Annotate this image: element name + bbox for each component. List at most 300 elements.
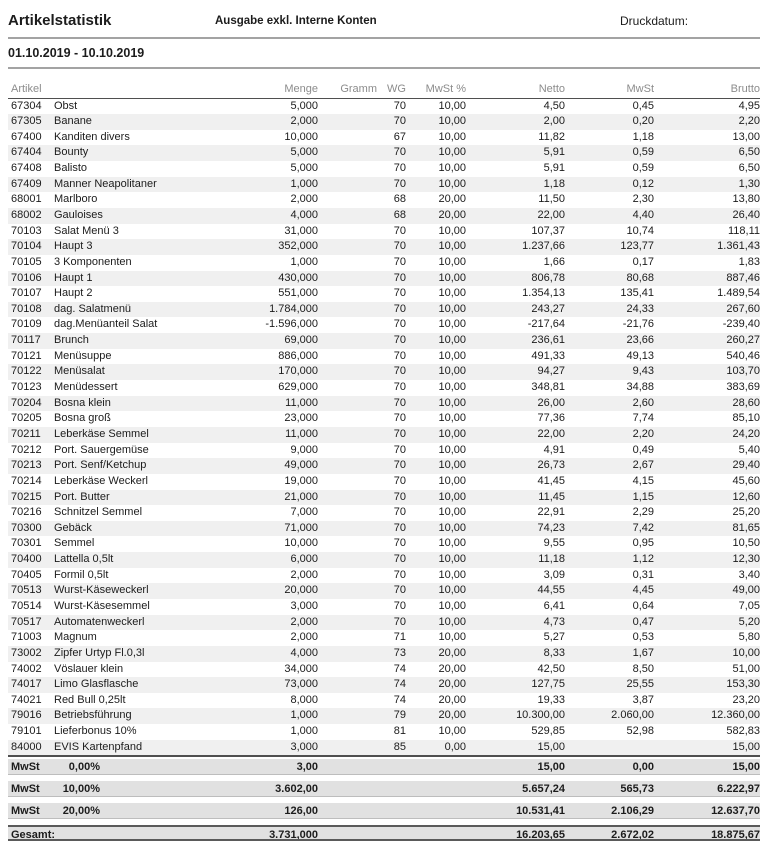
cell-mwst: 4,40: [632, 208, 654, 221]
cell-netto: 41,45: [537, 474, 565, 487]
cell-mwst_pct: 10,00: [438, 255, 466, 268]
cell-mwst_pct: 10,00: [438, 271, 466, 284]
cell-netto: 348,81: [531, 381, 565, 394]
sum-menge: 3,00: [296, 761, 318, 774]
cell-mwst: 49,13: [626, 349, 654, 362]
cell-netto: 42,50: [537, 662, 565, 675]
cell-wg: 67: [393, 130, 406, 143]
cell-gramm: [318, 630, 377, 646]
sum-gramm-empty: [318, 759, 377, 774]
cell-mwst: 8,50: [632, 662, 654, 675]
cell-gramm: [318, 192, 377, 208]
table-row: [8, 521, 760, 537]
cell-menge: 10,000: [284, 130, 318, 143]
cell-mwst_pct: 10,00: [438, 568, 466, 581]
cell-code: 70204: [11, 396, 42, 409]
cell-mwst: 0,47: [632, 615, 654, 628]
cell-brutto: 23,20: [732, 693, 760, 706]
cell-menge: 3,000: [290, 740, 318, 753]
sum-netto: 15,00: [537, 761, 565, 774]
sum-wg-empty: [377, 803, 406, 818]
cell-mwst_pct: 10,00: [438, 725, 466, 738]
table-row: [8, 490, 760, 506]
sum-pct-empty: [406, 781, 466, 796]
cell-brutto: 153,30: [726, 678, 760, 691]
cell-mwst_pct: 10,00: [438, 349, 466, 362]
cell-code: 70301: [11, 537, 42, 550]
table-row: [8, 505, 760, 521]
col-header-wg: WG: [377, 69, 406, 98]
cell-netto: 19,33: [537, 693, 565, 706]
cell-brutto: 13,80: [732, 193, 760, 206]
cell-brutto: 3,40: [738, 568, 760, 581]
cell-menge: 1,000: [290, 725, 318, 738]
cell-netto: 236,61: [531, 334, 565, 347]
cell-wg: 70: [393, 224, 406, 237]
cell-code: 79016: [11, 709, 42, 722]
cell-code: 70514: [11, 600, 42, 612]
cell-name: Vöslauer klein: [54, 662, 124, 675]
total-label: Gesamt:: [11, 829, 56, 840]
date-range: 01.10.2019 - 10.10.2019: [8, 46, 145, 60]
cell-wg: 70: [393, 162, 406, 175]
sum-menge: 126,00: [284, 805, 318, 818]
table-row: [8, 333, 760, 349]
cell-name: Lattella 0,5lt: [54, 553, 114, 566]
cell-brutto: 118,11: [727, 224, 760, 237]
table-row: [8, 224, 760, 240]
cell-code: 68001: [11, 193, 42, 206]
cell-mwst_pct: 10,00: [438, 412, 466, 425]
col-header-menge: Menge: [234, 69, 318, 98]
cell-wg: 70: [393, 146, 406, 159]
cell-netto: 94,27: [537, 365, 565, 378]
cell-menge: 10,000: [284, 537, 318, 550]
cell-menge: -1.596,000: [265, 318, 318, 331]
cell-name: Formil 0,5lt: [54, 568, 109, 581]
col-header-mwst: MwSt: [565, 69, 654, 98]
cell-brutto: 1,83: [738, 255, 760, 268]
cell-gramm: [318, 693, 377, 709]
cell-brutto: 49,00: [732, 584, 760, 597]
cell-code: 70400: [11, 553, 42, 566]
cell-code: 68002: [11, 208, 42, 221]
cell-mwst: 52,98: [626, 725, 654, 738]
cell-gramm: [318, 145, 377, 161]
cell-wg: 74: [393, 678, 406, 691]
cell-name: Menüsalat: [54, 365, 105, 378]
cell-brutto: 15,00: [732, 740, 760, 753]
cell-brutto: 7,05: [738, 600, 760, 612]
cell-netto: 127,75: [531, 678, 565, 691]
cell-name: Salat Menü 3: [54, 224, 119, 237]
cell-netto: 11,45: [538, 490, 565, 503]
cell-wg: 70: [393, 115, 406, 128]
cell-name: Banane: [54, 115, 92, 128]
cell-wg: 70: [393, 584, 406, 597]
cell-wg: 68: [393, 208, 406, 221]
cell-mwst: 0,59: [632, 162, 654, 175]
cell-gramm: [318, 411, 377, 427]
table-row: [8, 271, 760, 287]
cell-code: 70107: [11, 287, 42, 300]
cell-netto: 10.300,00: [516, 709, 565, 722]
cell-name: Limo Glasflasche: [54, 678, 139, 691]
cell-netto: 1.237,66: [522, 240, 565, 253]
cell-menge: 2,000: [290, 115, 318, 128]
cell-gramm: [318, 177, 377, 193]
sum-gramm-empty: [318, 803, 377, 818]
sum-mwst: 2.106,29: [611, 805, 654, 818]
cell-mwst_pct: 10,00: [438, 334, 466, 347]
cell-code: 70117: [11, 334, 41, 347]
cell-code: 70205: [11, 412, 42, 425]
cell-mwst_pct: 20,00: [438, 678, 466, 691]
sum-netto: 5.657,24: [522, 783, 565, 796]
cell-netto: 6,41: [543, 600, 565, 612]
sum-menge: 3.602,00: [275, 783, 318, 796]
cell-wg: 74: [393, 662, 406, 675]
cell-gramm: [318, 224, 377, 240]
sum-brutto: 15,00: [732, 761, 760, 774]
cell-wg: 70: [393, 255, 406, 268]
cell-brutto: 260,27: [726, 334, 760, 347]
cell-menge: 11,000: [285, 396, 318, 409]
cell-gramm: [318, 239, 377, 255]
cell-name: Haupt 1: [54, 271, 93, 284]
cell-gramm: [318, 114, 377, 130]
cell-mwst: 1,12: [632, 553, 654, 566]
cell-wg: 70: [393, 568, 406, 581]
cell-brutto: 887,46: [726, 271, 760, 284]
mwst-label: MwSt: [11, 761, 40, 774]
cell-wg: 70: [393, 396, 406, 409]
sum-gramm-empty: [318, 781, 377, 796]
cell-mwst_pct: 10,00: [438, 443, 466, 456]
cell-menge: 629,000: [278, 381, 318, 394]
sum-brutto: 6.222,97: [717, 783, 760, 796]
cell-menge: 2,000: [290, 568, 318, 581]
cell-brutto: 103,70: [726, 365, 760, 378]
cell-mwst: 0,20: [632, 115, 654, 128]
cell-netto: 5,91: [543, 146, 565, 159]
cell-brutto: 6,50: [738, 146, 760, 159]
cell-gramm: [318, 364, 377, 380]
cell-code: 70215: [11, 490, 42, 503]
cell-brutto: 25,20: [732, 506, 760, 519]
cell-name: Automatenweckerl: [54, 615, 145, 628]
cell-code: 70104: [11, 240, 42, 253]
cell-mwst_pct: 10,00: [438, 459, 466, 472]
table-row: [8, 114, 760, 130]
cell-name: Schnitzel Semmel: [54, 506, 143, 519]
cell-mwst_pct: 10,00: [438, 584, 466, 597]
cell-netto: 2,00: [543, 115, 565, 128]
sum-wg-empty: [377, 759, 406, 774]
table-row: [8, 255, 760, 271]
cell-menge: 170,000: [278, 365, 318, 378]
cell-mwst_pct: 10,00: [438, 365, 466, 378]
cell-mwst_pct: 10,00: [438, 631, 466, 644]
cell-mwst: 0,95: [632, 537, 654, 550]
cell-gramm: [318, 380, 377, 396]
cell-menge: 4,000: [290, 208, 318, 221]
cell-mwst: [565, 740, 654, 757]
col-header-gramm: Gramm: [318, 69, 377, 98]
cell-menge: 71,000: [284, 521, 318, 534]
cell-mwst: 123,77: [620, 240, 654, 253]
cell-netto: -217,64: [527, 318, 565, 331]
total-brutto: 18.875,67: [711, 829, 760, 840]
cell-wg: 70: [393, 287, 406, 300]
cell-netto: 5,91: [543, 162, 565, 175]
print-date-label: Druckdatum:: [620, 14, 689, 28]
cell-mwst: 135,41: [620, 287, 654, 300]
cell-mwst_pct: 10,00: [438, 537, 466, 550]
cell-mwst: 0,45: [632, 99, 654, 112]
cell-mwst_pct: 10,00: [438, 506, 466, 519]
table-row: [8, 630, 760, 646]
table-row: [8, 364, 760, 380]
cell-name: Haupt 3: [54, 240, 93, 253]
cell-netto: 529,85: [531, 725, 565, 738]
cell-menge: 1.784,000: [269, 302, 318, 315]
cell-code: 70106: [11, 271, 42, 284]
cell-mwst_pct: 10,00: [438, 381, 466, 394]
cell-netto: 44,55: [537, 584, 565, 597]
table-row: [8, 724, 760, 740]
cell-name: Bosna klein: [54, 396, 111, 409]
cell-wg: 70: [393, 381, 406, 394]
cell-mwst_pct: 10,00: [438, 287, 466, 300]
cell-name: Zipfer Urtyp Fl.0,3l: [54, 646, 145, 659]
cell-gramm: [318, 583, 377, 599]
cell-code: 67305: [11, 115, 42, 128]
cell-mwst: 0,17: [632, 255, 654, 268]
cell-gramm: [318, 708, 377, 724]
cell-name: Gebäck: [54, 521, 92, 534]
mwst-summary-row: [8, 759, 760, 775]
cell-netto: 4,50: [543, 99, 565, 112]
table-row: [8, 161, 760, 177]
cell-wg: 70: [393, 177, 406, 190]
cell-netto: 806,78: [531, 271, 565, 284]
cell-gramm: [318, 271, 377, 287]
table-row: [8, 646, 760, 662]
col-header-brutto: Brutto: [654, 69, 760, 98]
table-row: [8, 536, 760, 552]
table-row: [8, 599, 760, 615]
cell-gramm: [318, 474, 377, 490]
total-netto: 16.203,65: [516, 829, 565, 840]
cell-code: 70103: [11, 224, 42, 237]
cell-wg: 70: [393, 334, 406, 347]
cell-gramm: [318, 536, 377, 552]
cell-wg: 71: [393, 631, 406, 644]
cell-mwst: 2,60: [632, 396, 654, 409]
cell-gramm: [318, 599, 377, 615]
cell-code: 74002: [11, 662, 42, 675]
cell-name: EVIS Kartenpfand: [54, 740, 143, 753]
cell-mwst: 2,20: [632, 427, 654, 440]
cell-code: 67408: [11, 162, 42, 175]
cell-wg: 70: [393, 490, 406, 503]
table-row: [8, 568, 760, 584]
cell-brutto: 81,65: [732, 521, 760, 534]
cell-wg: 79: [393, 709, 406, 722]
cell-wg: 70: [393, 302, 406, 315]
cell-brutto: 26,40: [732, 208, 760, 221]
cell-netto: 74,23: [537, 521, 565, 534]
cell-brutto: 1,30: [738, 177, 760, 190]
cell-mwst: 25,55: [626, 678, 654, 691]
cell-gramm: [318, 677, 377, 693]
cell-gramm: [318, 427, 377, 443]
cell-netto: 4,91: [543, 443, 565, 456]
total-row: [8, 825, 760, 841]
cell-gramm: [318, 568, 377, 584]
sum-pct-empty: [406, 759, 466, 774]
cell-brutto: 5,80: [738, 631, 760, 644]
cell-name: Wurst-Käsesemmel: [54, 600, 150, 612]
table-row: [8, 677, 760, 693]
cell-code: 79101: [11, 725, 42, 738]
cell-gramm: [318, 130, 377, 146]
cell-mwst: -21,76: [622, 318, 654, 331]
cell-menge: 20,000: [284, 584, 318, 597]
cell-code: 70513: [11, 584, 42, 597]
cell-menge: 3,000: [290, 600, 318, 612]
cell-mwst: 4,45: [632, 584, 654, 597]
cell-gramm: [318, 317, 377, 333]
cell-gramm: [318, 458, 377, 474]
cell-wg: 73: [393, 646, 406, 659]
cell-menge: 2,000: [290, 193, 318, 206]
cell-netto: 15,00: [537, 740, 565, 753]
mwst-percent: 0,00%: [68, 761, 100, 774]
cell-name: Bosna groß: [54, 412, 111, 425]
cell-netto: 26,00: [537, 396, 565, 409]
cell-name: Balisto: [54, 162, 88, 175]
cell-netto: 1,66: [543, 255, 565, 268]
cell-code: 67404: [11, 146, 42, 159]
table-row: [8, 443, 760, 459]
mwst-label: MwSt: [11, 783, 40, 796]
cell-brutto: 5,40: [738, 443, 760, 456]
table-row: [8, 693, 760, 709]
cell-netto: 1.354,13: [522, 287, 565, 300]
article-table-body: [8, 98, 760, 756]
table-row: [8, 192, 760, 208]
cell-code: 67304: [11, 99, 42, 112]
report-subtitle: Ausgabe exkl. Interne Konten: [215, 15, 377, 27]
cell-name: Magnum: [54, 631, 97, 644]
cell-mwst_pct: 10,00: [438, 146, 466, 159]
cell-code: 70300: [11, 521, 42, 534]
cell-brutto: 28,60: [732, 396, 760, 409]
cell-name: Port. Senf/Ketchup: [54, 459, 147, 472]
cell-name: Port. Sauergemüse: [54, 443, 149, 456]
cell-mwst_pct: 10,00: [438, 130, 466, 143]
table-row: [8, 380, 760, 396]
cell-brutto: 29,40: [732, 459, 760, 472]
cell-brutto: 267,60: [726, 302, 760, 315]
cell-netto: 4,73: [543, 615, 565, 628]
table-header-row: [8, 69, 760, 98]
cell-mwst_pct: 10,00: [438, 224, 466, 237]
cell-gramm: [318, 255, 377, 271]
summary-rows: [8, 759, 760, 819]
mwst-label: MwSt: [11, 805, 40, 818]
cell-mwst: 1,15: [632, 490, 654, 503]
cell-mwst: 1,18: [632, 130, 654, 143]
sum-mwst: 565,73: [620, 783, 654, 796]
cell-mwst: 0,49: [632, 443, 654, 456]
cell-gramm: [318, 724, 377, 740]
table-row: [8, 552, 760, 568]
cell-menge: 352,000: [278, 240, 318, 253]
cell-wg: 70: [393, 318, 406, 331]
cell-code: 74021: [11, 693, 42, 706]
cell-menge: 21,000: [284, 490, 318, 503]
cell-brutto: -239,40: [722, 318, 760, 331]
cell-name: Wurst-Käseweckerl: [54, 584, 149, 597]
cell-brutto: 1.489,54: [717, 287, 760, 300]
cell-menge: 34,000: [284, 662, 318, 675]
mwst-summary-row: [8, 803, 760, 819]
cell-name: Leberkäse Semmel: [54, 427, 149, 440]
total-mwst: 2.672,02: [611, 829, 654, 840]
table-row: [8, 474, 760, 490]
cell-brutto: 540,46: [726, 349, 760, 362]
cell-netto: 243,27: [531, 302, 565, 315]
cell-code: 70212: [11, 443, 42, 456]
cell-brutto: 12,60: [732, 490, 760, 503]
cell-name: dag. Salatmenü: [54, 302, 132, 315]
cell-wg: 70: [393, 600, 406, 612]
cell-netto: 11,18: [538, 553, 565, 566]
table-row: [8, 349, 760, 365]
cell-code: 67409: [11, 177, 42, 190]
cell-mwst: 23,66: [626, 334, 654, 347]
cell-wg: 70: [393, 459, 406, 472]
cell-netto: 9,55: [543, 537, 565, 550]
cell-code: 70213: [11, 459, 42, 472]
cell-name: dag.Menüanteil Salat: [54, 318, 158, 331]
cell-netto: 491,33: [531, 349, 565, 362]
page-title: Artikelstatistik: [8, 12, 112, 29]
cell-name: Haupt 2: [54, 287, 93, 300]
cell-brutto: 45,60: [732, 474, 760, 487]
cell-name: Bounty: [54, 146, 89, 159]
cell-brutto: 10,50: [732, 537, 760, 550]
cell-mwst: 7,42: [632, 521, 654, 534]
cell-code: 70405: [11, 568, 42, 581]
cell-mwst: 0,31: [632, 568, 654, 581]
cell-wg: 70: [393, 474, 406, 487]
cell-gramm: [318, 646, 377, 662]
cell-mwst_pct: 10,00: [438, 474, 466, 487]
cell-gramm: [318, 615, 377, 631]
cell-gramm: [318, 302, 377, 318]
cell-name: Leberkäse Weckerl: [54, 474, 148, 487]
cell-wg: 70: [393, 443, 406, 456]
total-wg-empty: [377, 827, 406, 839]
cell-wg: 70: [393, 521, 406, 534]
cell-menge: 11,000: [285, 427, 318, 440]
cell-wg: 81: [393, 725, 406, 738]
cell-mwst_pct: 20,00: [438, 208, 466, 221]
